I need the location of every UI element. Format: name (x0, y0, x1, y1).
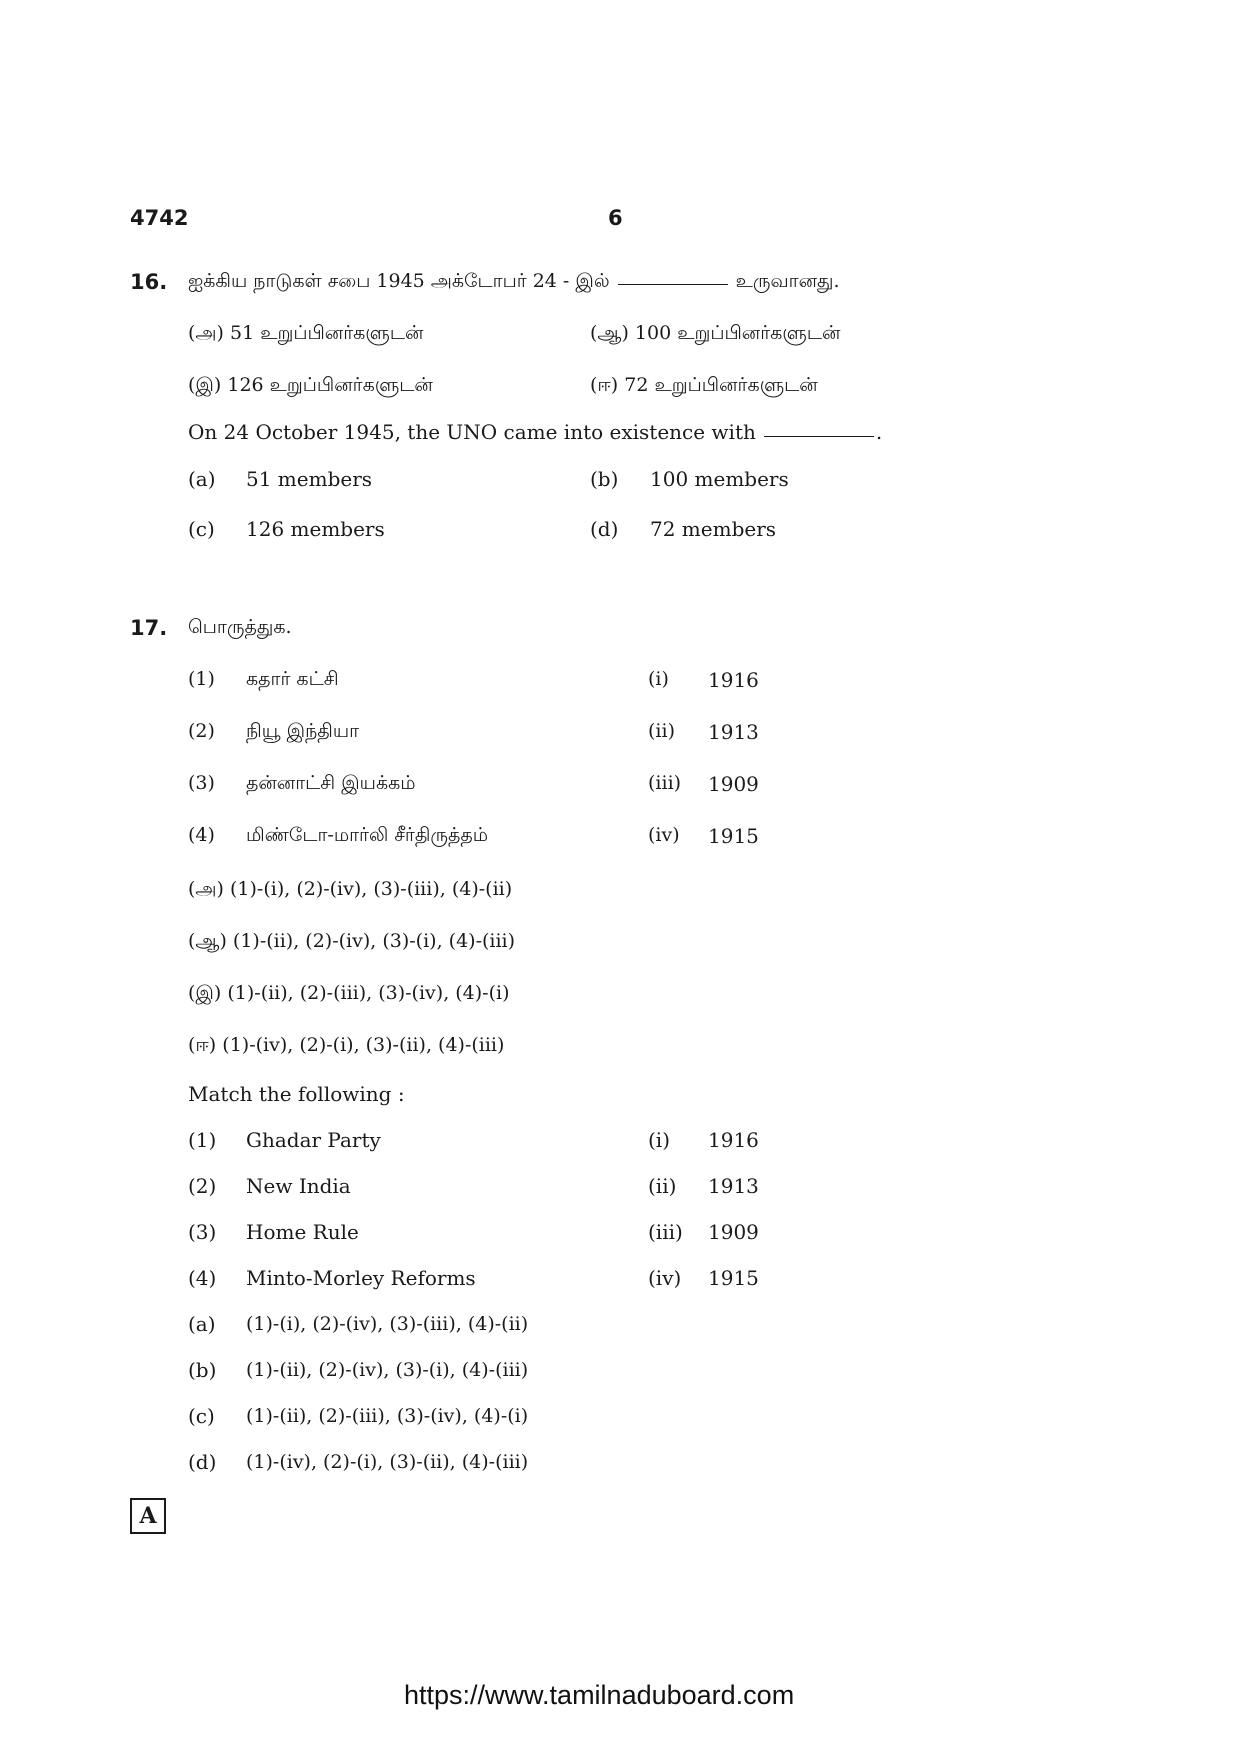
question-16-english-option-d: (d) (590, 517, 619, 541)
question-16-english-stem (188, 420, 882, 444)
q17-english-option-a: (1)-(i), (2)-(iv), (3)-(iii), (4)-(ii) (246, 1313, 529, 1335)
q17-english-row-4-year: 1915 (708, 1266, 759, 1290)
q17-tamil-option-a: (அ) (1)-(i), (2)-(iv), (3)-(iii), (4)-(ii) (188, 878, 513, 900)
q17-tamil-row-1-number: (1) (188, 668, 215, 690)
q17-english-option-b-label: (b) (188, 1358, 217, 1382)
answer-blank (764, 435, 874, 437)
question-16-tamil-option-d: (ஈ) 72 உறுப்பினர்களுடன் (590, 374, 818, 396)
q17-tamil-row-3-number: (3) (188, 772, 215, 794)
page-number: 6 (608, 206, 623, 230)
q17-tamil-row-4-item: மிண்டோ-மார்லி சீர்திருத்தம் (246, 824, 489, 846)
q17-tamil-row-3-year: 1909 (708, 772, 759, 796)
q17-english-row-3-roman: (iii) (648, 1220, 683, 1244)
question-17-tamil-title: பொருத்துக. (188, 616, 292, 638)
q17-tamil-row-3-item: தன்னாட்சி இயக்கம் (246, 772, 416, 794)
q17-english-row-3-item: Home Rule (246, 1220, 359, 1244)
q17-tamil-row-3-roman: (iii) (648, 772, 682, 794)
q17-english-row-2-year: 1913 (708, 1174, 759, 1198)
q17-tamil-row-2-item: நியூ இந்தியா (246, 720, 360, 742)
q17-tamil-row-4-number: (4) (188, 824, 215, 846)
q17-tamil-row-2-number: (2) (188, 720, 215, 742)
q17-english-option-a-label: (a) (188, 1312, 216, 1336)
q17-english-option-d: (1)-(iv), (2)-(i), (3)-(ii), (4)-(iii) (246, 1451, 529, 1473)
q17-english-option-d-label: (d) (188, 1450, 217, 1474)
question-16-english-option-b: (b) (590, 467, 619, 491)
q17-english-title: Match the following : (188, 1082, 405, 1106)
q17-tamil-row-1-year: 1916 (708, 668, 759, 692)
series-code-box: A (130, 1498, 166, 1534)
question-17-number: 17. (130, 616, 168, 640)
q17-tamil-row-2-year: 1913 (708, 720, 759, 744)
question-16-english-option-b-text: 100 members (650, 467, 789, 491)
q17-tamil-option-d: (ஈ) (1)-(iv), (2)-(i), (3)-(ii), (4)-(iii) (188, 1034, 505, 1056)
q17-english-row-1-roman: (i) (648, 1128, 671, 1152)
answer-blank (618, 283, 728, 285)
question-16-english-option-c: (c) (188, 517, 215, 541)
q17-tamil-row-2-roman: (ii) (648, 720, 675, 742)
footer-url[interactable]: https://www.tamilnaduboard.com (404, 1680, 795, 1710)
question-16-number: 16. (130, 270, 168, 294)
question-16-english-stem-post: . (875, 420, 883, 444)
q17-tamil-row-1-item: கதார் கட்சி (246, 668, 339, 690)
q17-english-row-3-number: (3) (188, 1220, 217, 1244)
q17-tamil-option-b: (ஆ) (1)-(ii), (2)-(iv), (3)-(i), (4)-(iii) (188, 930, 516, 952)
question-16-english-stem-pre: On 24 October 1945, the UNO came into existence with (188, 420, 756, 444)
question-16-english-option-a: (a) (188, 467, 216, 491)
q17-english-row-3-year: 1909 (708, 1220, 759, 1244)
question-16-english-option-c-text: 126 members (246, 517, 385, 541)
question-16-tamil-option-a: (அ) 51 உறுப்பினர்களுடன் (188, 322, 424, 344)
q17-english-row-2-item: New India (246, 1174, 351, 1198)
q17-english-row-4-item: Minto-Morley Reforms (246, 1266, 476, 1290)
question-16-tamil-stem-post: உருவானது. (735, 270, 840, 292)
q17-english-option-c: (1)-(ii), (2)-(iii), (3)-(iv), (4)-(i) (246, 1405, 529, 1427)
q17-tamil-row-4-roman: (iv) (648, 824, 680, 846)
q17-english-option-b: (1)-(ii), (2)-(iv), (3)-(i), (4)-(iii) (246, 1359, 529, 1381)
question-16-english-option-d-text: 72 members (650, 517, 777, 541)
q17-english-row-2-roman: (ii) (648, 1174, 677, 1198)
q17-tamil-row-1-roman: (i) (648, 668, 669, 690)
q17-english-option-c-label: (c) (188, 1404, 215, 1428)
q17-english-row-4-roman: (iv) (648, 1266, 682, 1290)
question-16-tamil-option-b: (ஆ) 100 உறுப்பினர்களுடன் (590, 322, 841, 344)
q17-english-row-1-year: 1916 (708, 1128, 759, 1152)
q17-english-row-2-number: (2) (188, 1174, 217, 1198)
question-16-english-option-a-text: 51 members (246, 467, 373, 491)
q17-tamil-row-4-year: 1915 (708, 824, 759, 848)
question-paper-code: 4742 (130, 206, 189, 230)
question-16-tamil-stem-pre: ஐக்கிய நாடுகள் சபை 1945 அக்டோபர் 24 - இல் (188, 270, 610, 292)
q17-english-row-1-item: Ghadar Party (246, 1128, 381, 1152)
question-16-tamil-option-c: (இ) 126 உறுப்பினர்களுடன் (188, 374, 433, 396)
q17-english-row-4-number: (4) (188, 1266, 217, 1290)
question-16-tamil-stem (188, 270, 840, 295)
q17-english-row-1-number: (1) (188, 1128, 217, 1152)
q17-tamil-option-c: (இ) (1)-(ii), (2)-(iii), (3)-(iv), (4)-(i) (188, 982, 510, 1004)
